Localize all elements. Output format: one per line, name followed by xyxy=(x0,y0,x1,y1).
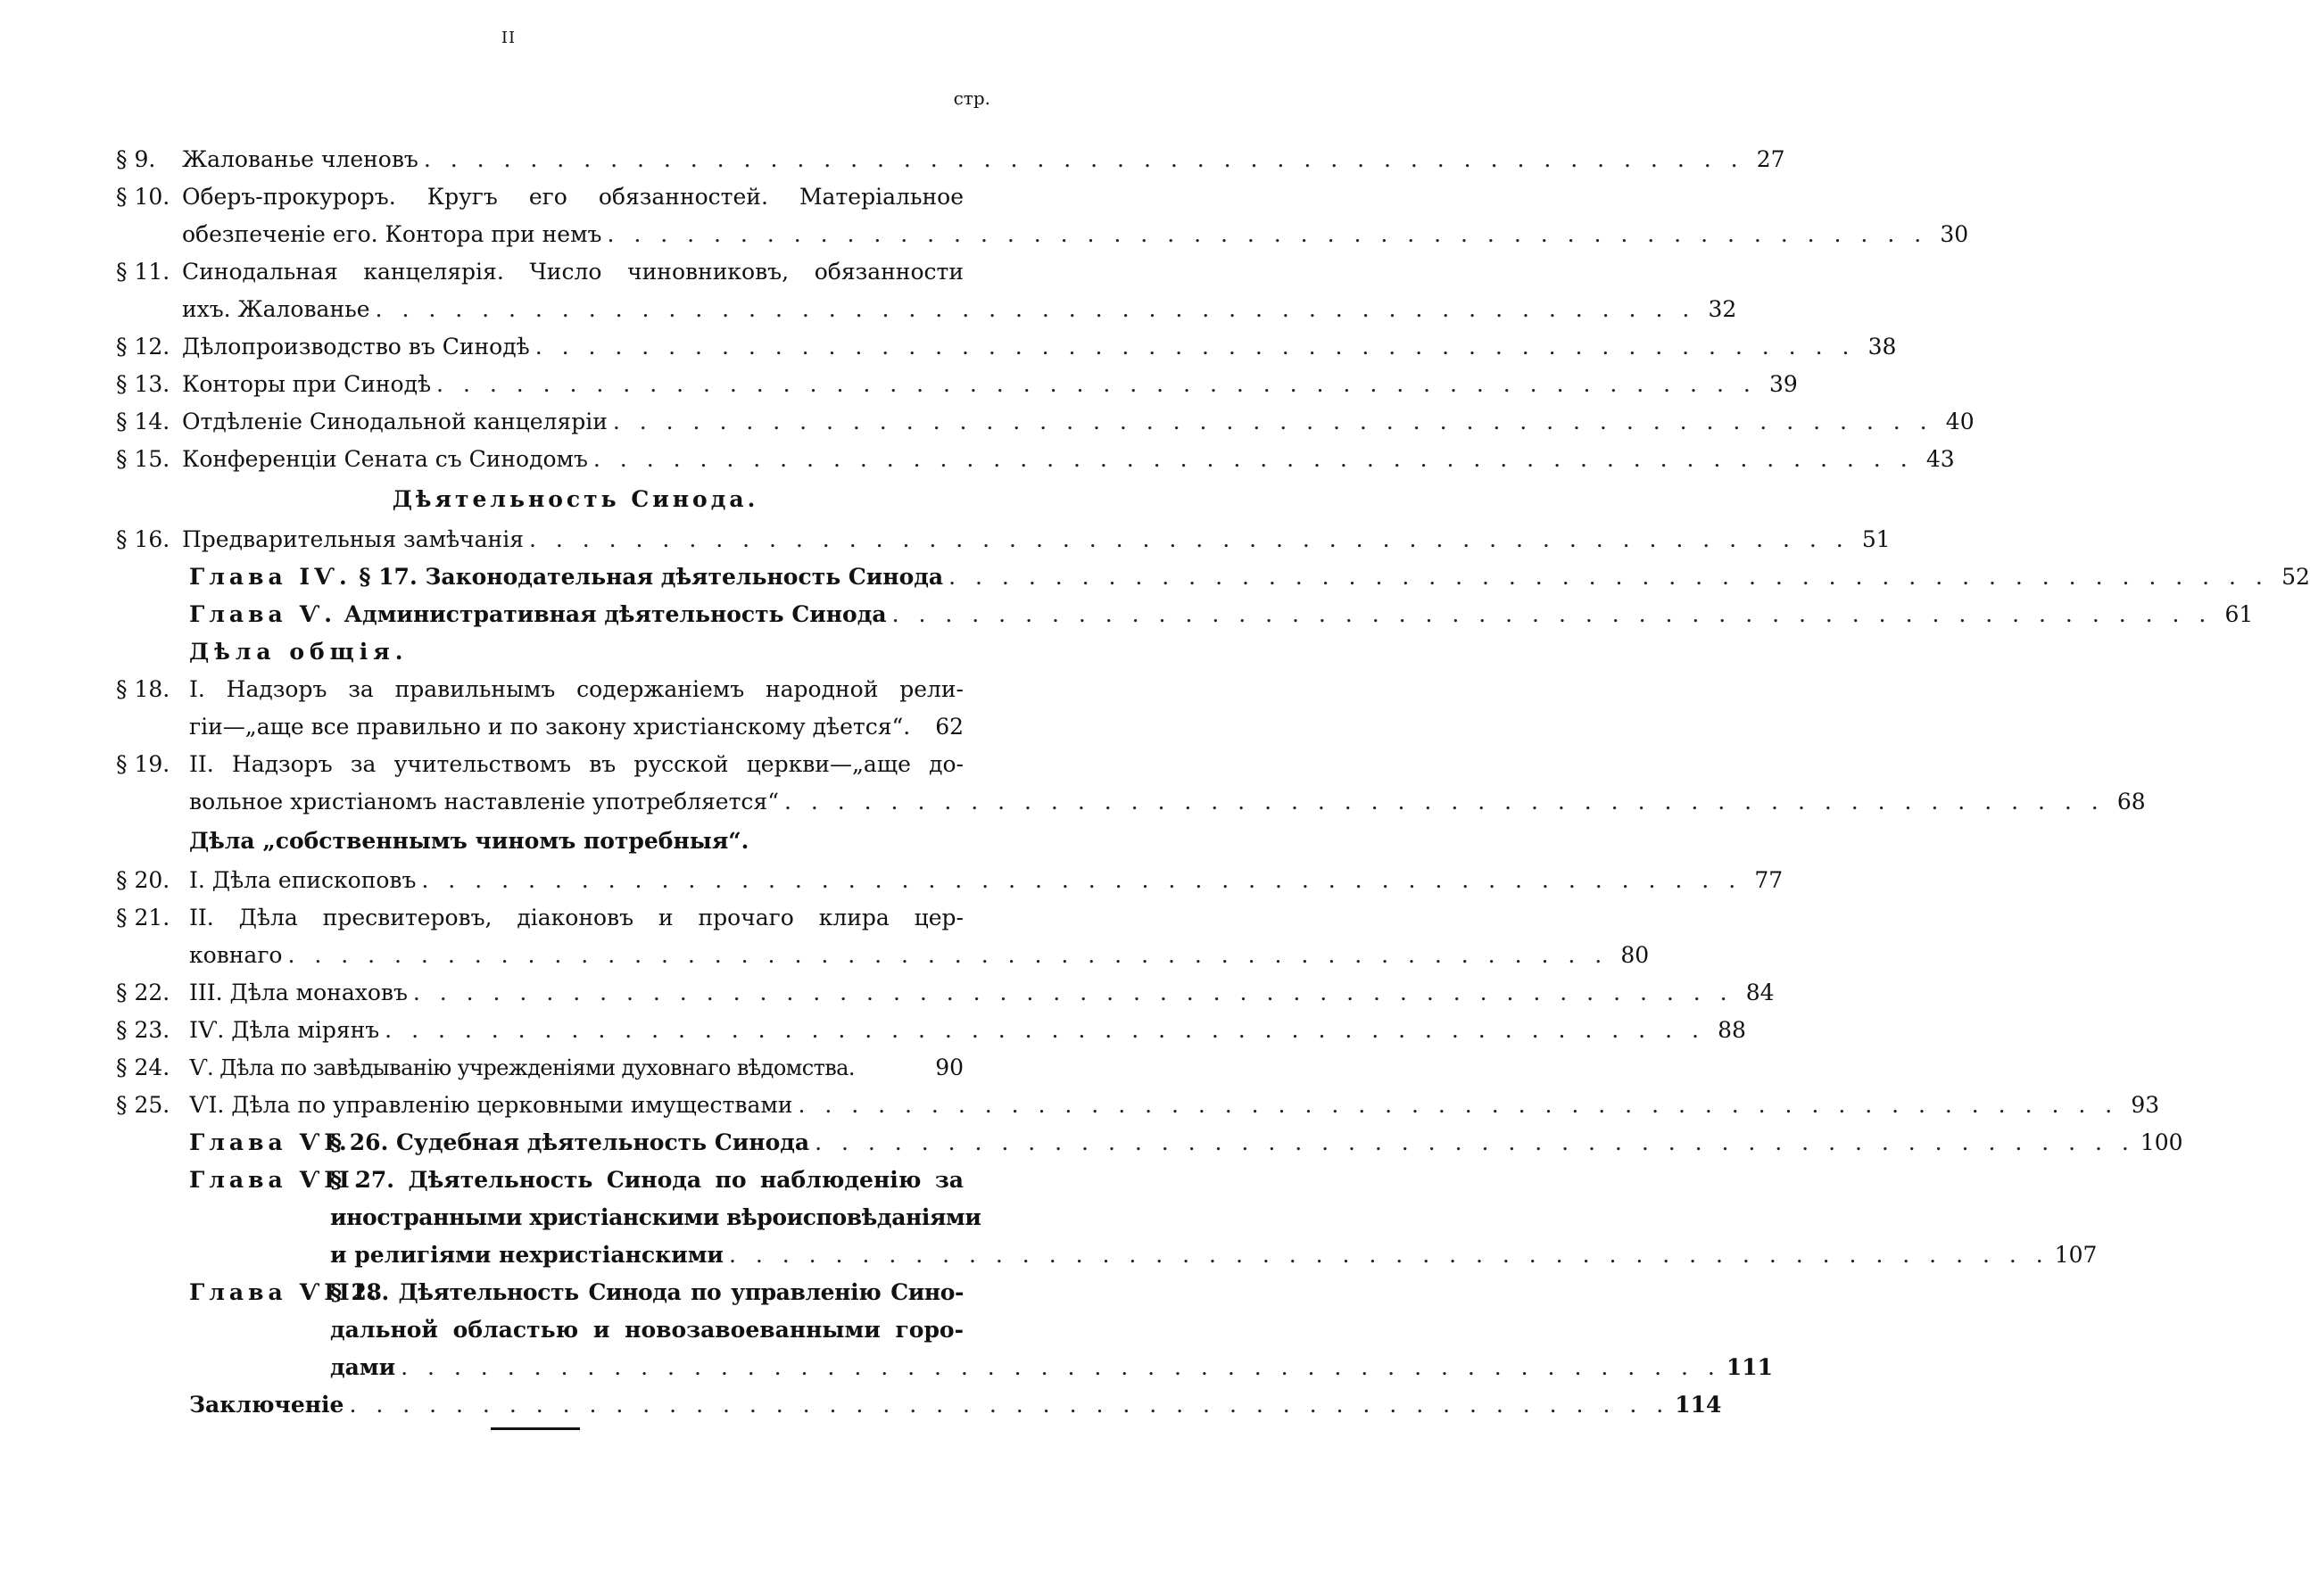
entry-title: II. Дѣла пресвитеровъ, діаконовъ и прочаго клира цер- xyxy=(189,905,964,930)
chapter-title-cont: иностранными христіанскими вѣроисповѣданіями xyxy=(330,1204,981,1230)
entry-page: 52 xyxy=(2281,564,2310,590)
chapter-label: Глава IѴ. xyxy=(189,564,352,590)
section-number: § 14. xyxy=(116,409,170,434)
toc-entry xyxy=(116,441,1955,478)
chapter-title-cont: дальной областью и новозавоеванными горо- xyxy=(330,1317,964,1343)
entry-title-cont: вольное христіаномъ наставленіе употребляется“ xyxy=(189,789,779,815)
entry-page: 61 xyxy=(2224,601,2254,627)
entry-page: 40 xyxy=(1945,409,1975,434)
end-rule xyxy=(491,1427,580,1430)
entry-title: IѴ. Дѣла мірянъ xyxy=(189,1017,380,1043)
toc-entry xyxy=(116,1087,2160,1124)
toc-entry xyxy=(116,141,1785,178)
entry-page: 68 xyxy=(2116,789,2146,815)
chapter-title: Административная дѣятельность Синода xyxy=(344,601,887,627)
entry-page: 93 xyxy=(2131,1092,2160,1118)
group-heading: Дѣла „собственнымъ чиномъ потребныя“. xyxy=(189,828,749,854)
entry-page: 80 xyxy=(1620,942,1650,968)
chapter-title: § 28. Дѣятельность Синода по управленію Сино- xyxy=(330,1279,964,1305)
section-heading: Дѣятельность Синода. xyxy=(392,486,759,512)
entry-title: Конференціи Сената съ Синодомъ xyxy=(182,446,588,472)
entry-page: 38 xyxy=(1867,334,1897,360)
toc-chapter xyxy=(116,596,2254,633)
entry-title: Конторы при Синодѣ xyxy=(182,371,432,397)
page-number: II xyxy=(501,29,517,47)
section-number: § 20. xyxy=(116,867,170,893)
section-number: § 16. xyxy=(116,526,170,552)
toc-entry xyxy=(116,862,1784,899)
entry-page: 27 xyxy=(1756,146,1785,172)
section-number: § 21. xyxy=(116,905,170,930)
toc-entry xyxy=(116,1386,1722,1424)
chapter-label: Глава ѴIII. xyxy=(189,1279,382,1305)
entry-page: 30 xyxy=(1940,221,1969,247)
entry-page: 62 xyxy=(935,714,964,740)
chapter-title-cont: и религіями нехристіанскими xyxy=(330,1242,724,1268)
entry-title-cont: ихъ. Жалованье xyxy=(182,296,370,322)
entry-title: Жалованье членовъ xyxy=(182,146,418,172)
entry-title: I. Дѣла епископовъ xyxy=(189,867,417,893)
entry-page: 100 xyxy=(2140,1129,2183,1155)
section-number: § 23. xyxy=(116,1017,170,1043)
section-number: § 11. xyxy=(116,259,170,285)
chapter-title: § 26. Судебная дѣятельность Синода xyxy=(330,1129,810,1155)
entry-title: I. Надзоръ за правильнымъ содержаніемъ народной рели- xyxy=(189,676,964,702)
chapter-label: Глава ѴI. xyxy=(189,1129,352,1155)
page-column-header: стр. xyxy=(953,87,990,109)
toc-entry xyxy=(116,899,1650,974)
toc-chapter xyxy=(116,1274,1774,1386)
section-number: § 25. xyxy=(116,1092,170,1118)
section-number: § 22. xyxy=(116,980,170,1005)
entry-page: 51 xyxy=(1861,526,1891,552)
toc-entry xyxy=(116,521,1891,558)
chapter-label: Глава ѴII. xyxy=(189,1167,367,1193)
entry-title: Дѣлопроизводство въ Синодѣ xyxy=(182,334,530,360)
chapter-title: § 17. Законодательная дѣятельность Синода xyxy=(359,564,944,590)
toc-entry xyxy=(116,366,1798,403)
toc-entry xyxy=(116,403,1975,441)
toc-entry xyxy=(116,746,2146,821)
entry-title-cont: ковнаго xyxy=(189,942,283,968)
group-heading: Дѣла общія. xyxy=(189,639,409,665)
table-of-contents xyxy=(116,141,2310,1424)
entry-title-cont: обезпеченіе его. Контора при немъ xyxy=(182,221,602,247)
entry-page: 88 xyxy=(1718,1017,1746,1043)
toc-entry xyxy=(116,1049,964,1087)
chapter-title-cont: дами xyxy=(330,1354,396,1380)
chapter-label: Глава Ѵ. xyxy=(189,601,336,627)
toc-group xyxy=(116,821,964,862)
section-number: § 24. xyxy=(116,1054,170,1080)
entry-title: II. Надзоръ за учительствомъ въ русской церкви—„аще до- xyxy=(189,751,964,777)
toc-chapter xyxy=(116,1162,2098,1274)
toc-chapter xyxy=(116,558,2310,596)
toc-chapter xyxy=(116,1124,2183,1162)
section-number: § 13. xyxy=(116,371,170,397)
entry-page: 77 xyxy=(1754,867,1784,893)
section-number: § 19. xyxy=(116,751,170,777)
toc-entry xyxy=(116,328,1897,366)
entry-page: 90 xyxy=(935,1054,964,1080)
toc-entry xyxy=(116,974,1775,1012)
entry-title: Отдѣленіе Синодальной канцеляріи xyxy=(182,409,608,434)
toc-entry xyxy=(116,178,1969,253)
toc-group xyxy=(116,633,964,671)
entry-title: Заключеніе xyxy=(189,1392,344,1418)
section-number: § 15. xyxy=(116,446,170,472)
toc-entry xyxy=(116,671,964,746)
entry-title: Оберъ-прокуроръ. Кругъ его обязанностей. Матеріальное xyxy=(182,184,964,210)
entry-title: III. Дѣла монаховъ xyxy=(189,980,408,1005)
entry-page: 107 xyxy=(2054,1242,2098,1268)
entry-page: 114 xyxy=(1675,1392,1722,1418)
section-number: § 9. xyxy=(116,146,156,172)
section-number: § 10. xyxy=(116,184,170,210)
entry-page: 84 xyxy=(1745,980,1775,1005)
entry-page: 32 xyxy=(1708,296,1737,322)
chapter-title: § 27. Дѣятельность Синода по наблюденію за xyxy=(330,1167,964,1193)
entry-title: Синодальная канцелярія. Число чиновниковъ, обязанности xyxy=(182,259,964,285)
entry-page: 43 xyxy=(1925,446,1955,472)
entry-title: Ѵ. Дѣла по завѣдыванію учрежденіями духовнаго вѣдомства. xyxy=(189,1055,855,1080)
section-number: § 12. xyxy=(116,334,170,360)
toc-entry xyxy=(116,253,1737,328)
entry-page: 111 xyxy=(1726,1354,1774,1380)
entry-page: 39 xyxy=(1768,371,1798,397)
entry-title-cont: гіи—„аще все правильно и по закону христіанскому дѣется“. xyxy=(189,714,911,740)
section-number: § 18. xyxy=(116,676,170,702)
entry-title: Предварительныя замѣчанія xyxy=(182,526,524,552)
entry-title: ѴI. Дѣла по управленію церковными имуществами xyxy=(189,1092,793,1118)
toc-entry xyxy=(116,1012,1746,1049)
